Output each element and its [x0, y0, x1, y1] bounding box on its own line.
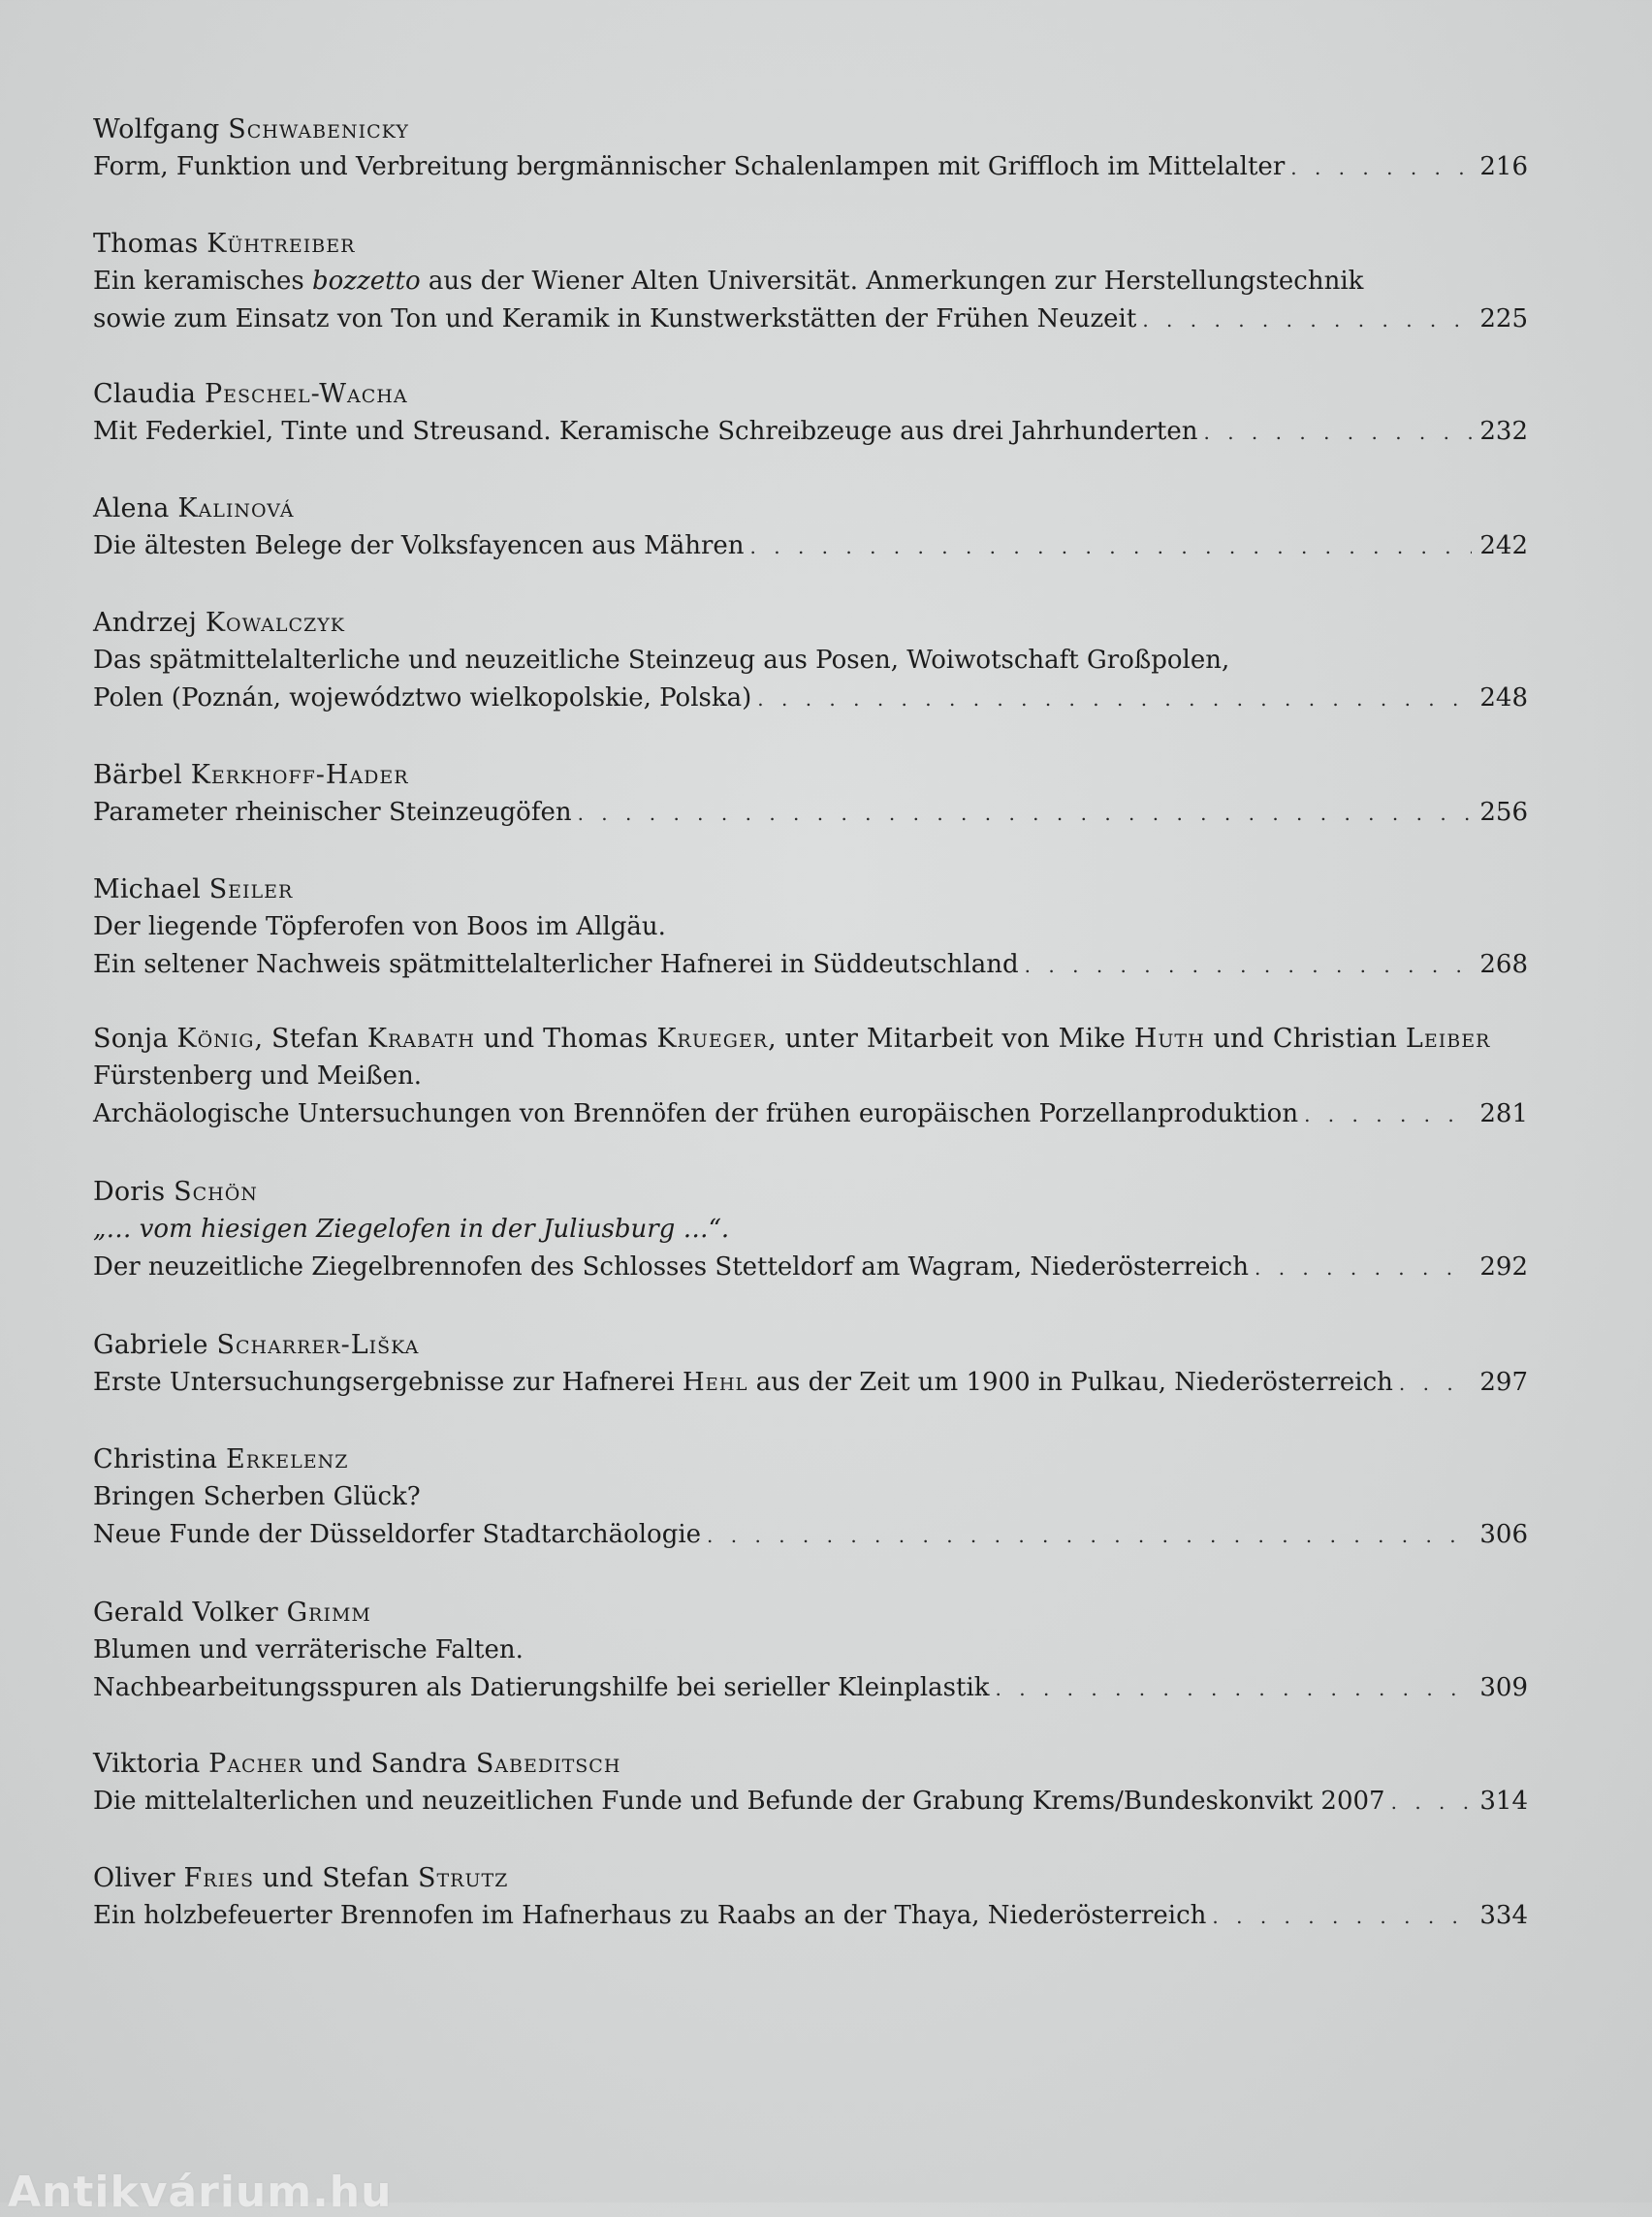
page-number: 281 — [1479, 1099, 1528, 1128]
entry-title-final-line — [93, 301, 1528, 339]
toc-entry — [93, 1745, 1528, 1821]
author-surname: Kerkhoff-Hader — [190, 760, 409, 790]
page-number: 268 — [1479, 950, 1528, 979]
author-surname: Strutz — [417, 1863, 509, 1893]
toc-entry — [93, 225, 1528, 339]
text-segment: Das spätmittelalterliche und neuzeitliche Steinzeug aus Posen, Woiwotschaft Großpolen, — [93, 646, 1230, 675]
entry-title-final-line — [93, 1516, 1528, 1555]
entry-title-line — [93, 1478, 1528, 1516]
text-segment: Andrzej — [93, 608, 206, 638]
page-number: 297 — [1479, 1368, 1528, 1397]
author-surname: Seiler — [208, 874, 294, 904]
entry-author — [93, 490, 1528, 527]
text-segment: Gabriele — [93, 1330, 217, 1360]
entry-title-text: Die ältesten Belege der Volksfayencen aus Mähren — [93, 531, 745, 560]
entry-title-line — [93, 263, 1528, 301]
text-segment: Der liegende Töpferofen von Boos im Allgäu. — [93, 912, 666, 941]
toc-entry — [93, 111, 1528, 187]
entry-title-text — [93, 1364, 1393, 1402]
entry-title-line — [93, 1058, 1528, 1095]
text-segment: Alena — [93, 493, 178, 523]
author-surname: Fries — [183, 1863, 254, 1893]
entry-title-line — [93, 642, 1528, 680]
page-number: 314 — [1479, 1787, 1528, 1816]
entry-title-final-line — [93, 148, 1528, 187]
dot-leader — [1204, 414, 1473, 452]
text-segment: Bärbel — [93, 760, 191, 790]
author-surname: Erkelenz — [226, 1444, 349, 1474]
entry-author — [93, 1594, 1528, 1631]
entry-title-final-line — [93, 1095, 1528, 1134]
italic-text: bozzetto — [312, 267, 421, 296]
author-surname: König — [176, 1024, 255, 1054]
text-segment: und Stefan — [253, 1863, 418, 1893]
entry-title-text: Form, Funktion und Verbreitung bergmännischer Schalenlampen mit Griffloch im Mittelalter — [93, 152, 1286, 181]
entry-title-text: Parameter rheinischer Steinzeugöfen — [93, 798, 572, 827]
text-segment: Blumen und verräterische Falten. — [93, 1635, 524, 1664]
entry-title-final-line — [93, 413, 1528, 452]
dot-leader — [1304, 1096, 1472, 1134]
entry-title-text: Der neuzeitliche Ziegelbrennofen des Schlosses Stetteldorf am Wagram, Niederösterreich — [93, 1252, 1249, 1282]
entry-title-line — [93, 908, 1528, 946]
toc-entry — [93, 756, 1528, 833]
dot-leader — [996, 1670, 1473, 1708]
text-segment: , unter Mitarbeit von Mike — [768, 1024, 1134, 1054]
dot-leader — [757, 681, 1472, 718]
text-segment: Oliver — [93, 1863, 184, 1893]
author-surname: Kalinová — [177, 493, 295, 523]
entry-title-text: Nachbearbeitungsspuren als Datierungshilfe bei serieller Kleinplastik — [93, 1673, 990, 1702]
toc-entry — [93, 1326, 1528, 1403]
entry-title-text: Die mittelalterlichen und neuzeitlichen Funde und Befunde der Grabung Krems/Bundeskonvikt 2007 — [93, 1787, 1385, 1816]
text-segment: und Christian — [1204, 1024, 1406, 1054]
text-segment: Wolfgang — [93, 114, 229, 144]
text-segment: Doris — [93, 1177, 175, 1207]
text-segment: Michael — [93, 874, 209, 904]
dot-leader — [750, 528, 1473, 566]
entry-author — [93, 871, 1528, 908]
entry-author — [93, 604, 1528, 642]
author-surname: Leiber — [1405, 1024, 1491, 1054]
entry-title-text: Neue Funde der Düsseldorfer Stadtarchäologie — [93, 1520, 702, 1549]
author-surname: Pacher — [208, 1749, 303, 1779]
text-segment: Gerald Volker — [93, 1598, 287, 1628]
entry-title-final-line — [93, 946, 1528, 985]
author-surname: Huth — [1133, 1024, 1205, 1054]
page-number: 256 — [1479, 798, 1528, 827]
entry-title-line — [93, 1631, 1528, 1669]
author-surname: Peschel-Wacha — [204, 379, 408, 409]
entry-author — [93, 1441, 1528, 1478]
text-segment: und Sandra — [302, 1749, 476, 1779]
page-number: 309 — [1479, 1673, 1528, 1702]
entry-title-final-line — [93, 527, 1528, 566]
author-surname: Grimm — [286, 1598, 371, 1628]
page-number: 248 — [1479, 683, 1528, 713]
entry-title-text: Ein holzbefeuerter Brennofen im Hafnerhaus zu Raabs an der Thaya, Niederösterreich — [93, 1901, 1207, 1930]
entry-title-final-line — [93, 1669, 1528, 1708]
page-number: 232 — [1479, 417, 1528, 446]
text-segment: Viktoria — [93, 1749, 209, 1779]
text-segment: Bringen Scherben Glück? — [93, 1482, 421, 1511]
page-number: 334 — [1479, 1901, 1528, 1930]
author-surname: Hehl — [683, 1368, 748, 1397]
entry-title-final-line — [93, 794, 1528, 833]
text-segment: Ein keramisches — [93, 267, 312, 296]
author-surname: Kühtreiber — [206, 229, 356, 259]
dot-leader — [1391, 1784, 1473, 1821]
toc-entry — [93, 1173, 1528, 1287]
entry-author — [93, 375, 1528, 413]
text-segment: Sonja — [93, 1024, 177, 1054]
italic-text: „… vom hiesigen Ziegelofen in der Juliusburg …“. — [93, 1215, 730, 1244]
page-number: 242 — [1479, 531, 1528, 560]
dot-leader — [578, 795, 1473, 833]
entry-title-text: Ein seltener Nachweis spätmittelalterlicher Hafnerei in Süddeutschland — [93, 950, 1019, 979]
author-surname: Sabeditsch — [475, 1749, 621, 1779]
entry-title-text: Polen (Poznán, województwo wielkopolskie, Polska) — [93, 683, 752, 713]
dot-leader — [1255, 1250, 1472, 1287]
entry-title-final-line — [93, 1364, 1528, 1403]
toc-entry — [93, 375, 1528, 452]
author-surname: Kowalczyk — [205, 608, 345, 638]
text-segment: und Thomas — [474, 1024, 657, 1054]
text-segment: , Stefan — [254, 1024, 367, 1054]
dot-leader — [1399, 1365, 1472, 1403]
entry-title-text: Mit Federkiel, Tinte und Streusand. Keramische Schreibzeuge aus drei Jahrhunderten — [93, 417, 1198, 446]
entry-author — [93, 756, 1528, 794]
toc-entry — [93, 1020, 1528, 1134]
page-number: 225 — [1479, 304, 1528, 333]
entry-title-final-line — [93, 680, 1528, 718]
entry-author — [93, 1859, 1528, 1897]
entry-author — [93, 1745, 1528, 1783]
toc-entry — [93, 604, 1528, 718]
dot-leader — [1142, 301, 1472, 339]
toc-entry — [93, 490, 1528, 566]
toc-entry — [93, 1859, 1528, 1936]
entry-author — [93, 1326, 1528, 1364]
page-number: 216 — [1479, 152, 1528, 181]
page-number: 292 — [1479, 1252, 1528, 1282]
entry-title-text: Archäologische Untersuchungen von Brennöfen der frühen europäischen Porzellanproduktion — [93, 1099, 1299, 1128]
text-segment: Fürstenberg und Meißen. — [93, 1061, 422, 1091]
entry-title-line — [93, 1211, 1528, 1249]
text-segment: aus der Wiener Alten Universität. Anmerkungen zur Herstellungstechnik — [420, 267, 1364, 296]
dot-leader — [707, 1517, 1472, 1555]
author-surname: Krabath — [366, 1024, 475, 1054]
toc-entry — [93, 1441, 1528, 1555]
entry-author — [93, 111, 1528, 148]
author-surname: Krueger — [656, 1024, 769, 1054]
author-surname: Schwabenicky — [228, 114, 409, 144]
entry-author — [93, 1173, 1528, 1211]
dot-leader — [1212, 1898, 1472, 1936]
text-segment: Claudia — [93, 379, 205, 409]
toc-entry — [93, 871, 1528, 985]
entry-author — [93, 225, 1528, 263]
text-segment: Thomas — [93, 229, 207, 259]
text-segment: aus der Zeit um 1900 in Pulkau, Niederösterreich — [747, 1368, 1393, 1397]
toc-entry — [93, 1594, 1528, 1708]
entry-title-text: sowie zum Einsatz von Ton und Keramik in Kunstwerkstätten der Frühen Neuzeit — [93, 304, 1137, 333]
entry-title-final-line — [93, 1249, 1528, 1287]
entry-title-final-line — [93, 1897, 1528, 1936]
author-surname: Scharrer-Liška — [216, 1330, 420, 1360]
text-segment: Erste Untersuchungsergebnisse zur Hafnerei — [93, 1368, 683, 1397]
dot-leader — [1025, 947, 1473, 985]
page-number: 306 — [1479, 1520, 1528, 1549]
dot-leader — [1290, 149, 1472, 187]
watermark: Antikvárium.hu — [8, 2168, 393, 2217]
text-segment: Christina — [93, 1444, 226, 1474]
author-surname: Schön — [174, 1177, 258, 1207]
entry-author — [93, 1020, 1528, 1058]
entry-title-final-line — [93, 1783, 1528, 1821]
